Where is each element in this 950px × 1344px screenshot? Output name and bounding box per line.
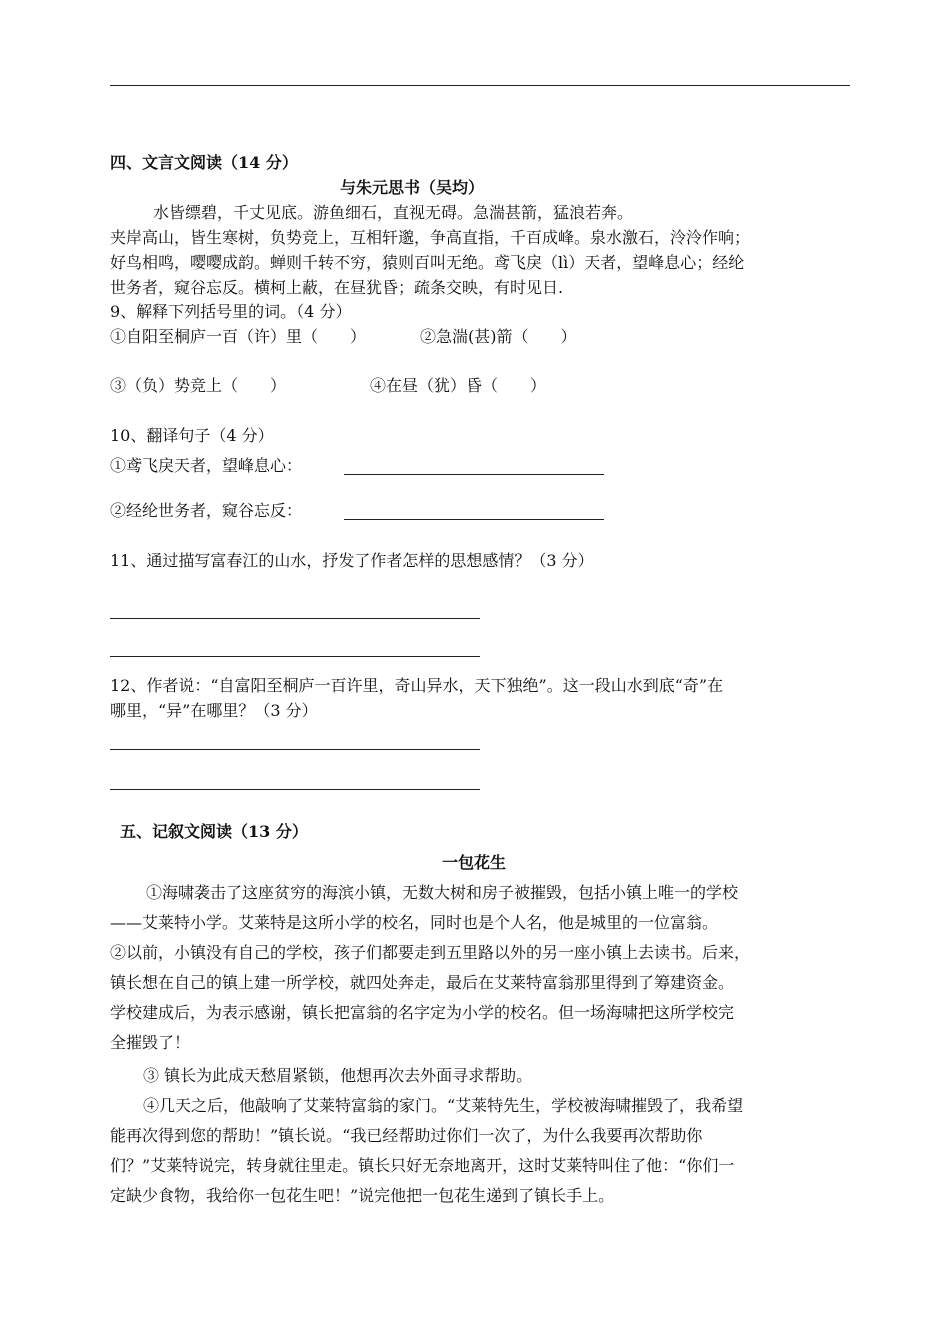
- passage-line: 水皆缥碧，千丈见底。游鱼细石，直视无碍。急湍甚箭，猛浪若奔。: [153, 203, 634, 222]
- narrative-line: 全摧毁了！: [110, 1033, 191, 1052]
- question-9-item-2: ②急湍(甚)箭（ ）: [420, 327, 577, 346]
- question-9-item-1: ①自阳至桐庐一百（许）里（ ）: [110, 327, 367, 346]
- question-10-item-2: ②经纶世务者，窥谷忘反：: [110, 501, 303, 520]
- question-12-line-2: 哪里，“异”在哪里？（3 分）: [110, 701, 318, 720]
- narrative-line: 学校建成后，为表示感谢，镇长把富翁的名字定为小学的校名。但一场海啸把这所学校完: [110, 1003, 735, 1022]
- passage-title-narrative: 一包花生: [442, 853, 507, 872]
- question-9-item-4: ④在昼（犹）昏（ ）: [370, 376, 547, 395]
- narrative-line: 能再次得到您的帮助！”镇长说。“我已经帮助过你们一次了，为什么我要再次帮助你: [110, 1126, 703, 1145]
- question-11-prompt: 11、通过描写富春江的山水，抒发了作者怎样的思想感情？（3 分）: [110, 551, 594, 570]
- question-10-prompt: 10、翻译句子（4 分）: [110, 426, 274, 445]
- narrative-line: ③ 镇长为此成天愁眉紧锁，他想再次去外面寻求帮助。: [143, 1066, 533, 1085]
- narrative-line: 定缺少食物，我给你一包花生吧！”说完他把一包花生递到了镇长手上。: [110, 1186, 615, 1205]
- answer-line[interactable]: [110, 749, 480, 750]
- narrative-line: ①海啸袭击了这座贫穷的海滨小镇，无数大树和房子被摧毁，包括小镇上唯一的学校: [146, 883, 739, 902]
- answer-line[interactable]: [344, 519, 604, 520]
- section-heading-narrative-reading: 五、记叙文阅读（13 分）: [120, 822, 308, 841]
- narrative-line: ——艾莱特小学。艾莱特是这所小学的校名，同时也是个人名，他是城里的一位富翁。: [110, 913, 719, 932]
- question-12-line-1: 12、作者说：“自富阳至桐庐一百许里，奇山异水，天下独绝”。这一段山水到底“奇”在: [110, 676, 724, 695]
- passage-line: 夹岸高山，皆生寒树，负势竞上，互相轩邈，争高直指，千百成峰。泉水激石，泠泠作响；: [110, 228, 751, 247]
- answer-line[interactable]: [110, 656, 480, 657]
- narrative-line: ④几天之后，他敲响了艾莱特富翁的家门。“艾莱特先生，学校被海啸摧毁了，我希望: [143, 1096, 744, 1115]
- header-rule: [110, 85, 850, 86]
- answer-line[interactable]: [110, 618, 480, 619]
- passage-line: 好鸟相鸣，嘤嘤成韵。蝉则千转不穷，猿则百叫无绝。鸢飞戾（lì）天者，望峰息心；经纶: [110, 253, 745, 272]
- answer-line[interactable]: [344, 474, 604, 475]
- question-10-item-1: ①鸢飞戾天者，望峰息心：: [110, 456, 303, 475]
- passage-title-classical: 与朱元思书（吴均）: [340, 178, 485, 197]
- question-9-item-3: ③（负）势竞上（ ）: [110, 376, 287, 395]
- narrative-line: ②以前，小镇没有自己的学校，孩子们都要走到五里路以外的另一座小镇上去读书。后来，: [110, 943, 751, 962]
- section-heading-classical-reading: 四、文言文阅读（14 分）: [110, 153, 298, 172]
- answer-line[interactable]: [110, 789, 480, 790]
- question-9-prompt: 9、解释下列括号里的词。（4 分）: [110, 302, 352, 321]
- narrative-line: 们？”艾莱特说完，转身就往里走。镇长只好无奈地离开，这时艾莱特叫住了他：“你们一: [110, 1156, 735, 1175]
- passage-line: 世务者，窥谷忘反。横柯上蔽，在昼犹昏；疏条交映，有时见日.: [110, 278, 564, 297]
- narrative-line: 镇长想在自己的镇上建一所学校，就四处奔走，最后在艾莱特富翁那里得到了筹建资金。: [110, 973, 735, 992]
